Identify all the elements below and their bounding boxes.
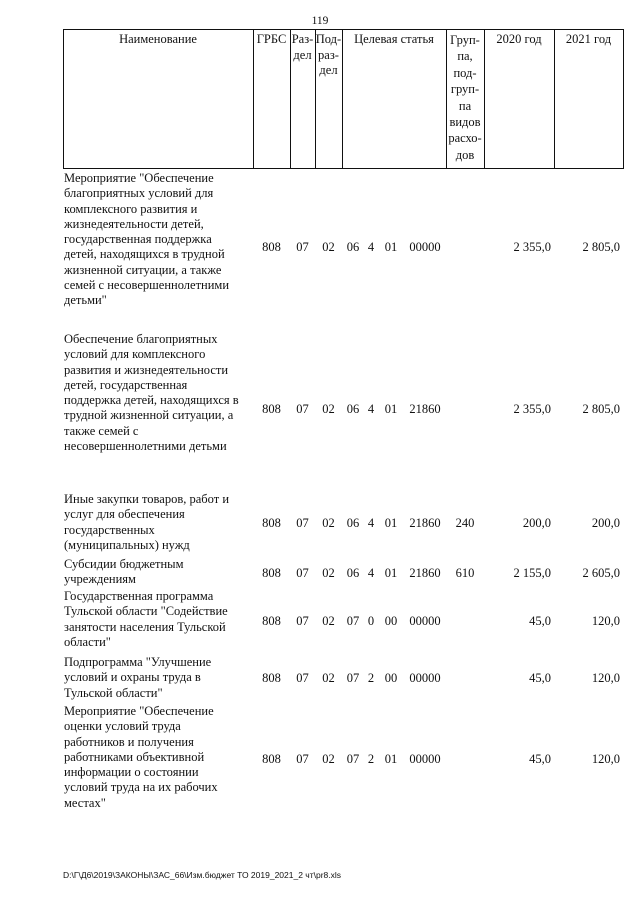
header-expense-group: Груп- па, под- груп- па видов расхо- дов bbox=[448, 33, 482, 162]
file-path-footer: D:\Г\Д6\2019\ЗАКОНЫ\ЗАС_66\Изм.бюджет ТО 2019_2021_2 чт\pr8.xls bbox=[63, 870, 342, 880]
cell-value-2020: 2 155,0 bbox=[513, 566, 551, 580]
cell-grbs: 808 bbox=[262, 240, 281, 254]
cell-value-2021: 120,0 bbox=[591, 671, 620, 685]
header-grbs: ГРБС bbox=[256, 32, 287, 46]
cell-grbs: 808 bbox=[262, 402, 281, 416]
header-top-border bbox=[63, 29, 623, 30]
cell-grbs: 808 bbox=[262, 614, 281, 628]
cell-target-4: 21860 bbox=[409, 402, 441, 416]
row-name: Подпрограмма "Улучшение условий и охраны труда в Тульской области" bbox=[64, 655, 212, 700]
header-divider bbox=[623, 29, 624, 169]
header-divider bbox=[253, 29, 254, 169]
row-name: Мероприятие "Обеспечение благоприятных условий для комплексного развития и жизнедеятельности детей, государственная поддержка детей, находящихся в трудной жизненной ситуации, а также семей с несовершеннолетними детьми" bbox=[64, 171, 230, 308]
cell-target-1: 07 bbox=[346, 671, 360, 685]
cell-target-2: 2 bbox=[367, 671, 375, 685]
header-divider bbox=[554, 29, 555, 169]
cell-target-4: 21860 bbox=[409, 566, 441, 580]
cell-target-3: 00 bbox=[384, 671, 398, 685]
cell-target-4: 00000 bbox=[409, 614, 441, 628]
header-target-article: Целевая статья bbox=[354, 32, 434, 46]
header-divider bbox=[342, 29, 343, 169]
cell-razdel: 07 bbox=[296, 566, 309, 580]
cell-podrazdel: 02 bbox=[322, 671, 335, 685]
cell-value-2021: 2 605,0 bbox=[582, 566, 620, 580]
cell-target-2: 4 bbox=[367, 516, 375, 530]
cell-expense-group: 610 bbox=[455, 566, 475, 580]
cell-value-2020: 45,0 bbox=[529, 671, 551, 685]
cell-value-2020: 45,0 bbox=[529, 614, 551, 628]
cell-target-3: 01 bbox=[384, 566, 398, 580]
cell-razdel: 07 bbox=[296, 402, 309, 416]
cell-target-4: 00000 bbox=[409, 671, 441, 685]
cell-grbs: 808 bbox=[262, 566, 281, 580]
cell-podrazdel: 02 bbox=[322, 614, 335, 628]
page-number: 119 bbox=[311, 15, 329, 27]
cell-target-1: 06 bbox=[346, 566, 360, 580]
cell-target-2: 4 bbox=[367, 566, 375, 580]
cell-value-2021: 200,0 bbox=[591, 516, 620, 530]
row-name: Мероприятие "Обеспечение оценки условий труда работников и получения работниками объективной информации о состоянии условий труда на их рабочих местах" bbox=[64, 704, 218, 810]
cell-target-1: 07 bbox=[346, 752, 360, 766]
cell-target-3: 01 bbox=[384, 240, 398, 254]
row-name: Субсидии бюджетным учреждениям bbox=[64, 557, 184, 587]
cell-target-2: 4 bbox=[367, 402, 375, 416]
cell-value-2020: 2 355,0 bbox=[513, 402, 551, 416]
cell-podrazdel: 02 bbox=[322, 516, 335, 530]
cell-target-3: 01 bbox=[384, 516, 398, 530]
header-divider bbox=[484, 29, 485, 169]
cell-target-3: 00 bbox=[384, 614, 398, 628]
cell-razdel: 07 bbox=[296, 614, 309, 628]
header-name: Наименование bbox=[119, 32, 197, 46]
cell-podrazdel: 02 bbox=[322, 752, 335, 766]
cell-grbs: 808 bbox=[262, 752, 281, 766]
cell-target-2: 4 bbox=[367, 240, 375, 254]
cell-grbs: 808 bbox=[262, 671, 281, 685]
cell-target-1: 06 bbox=[346, 402, 360, 416]
header-bottom-border bbox=[63, 168, 623, 169]
cell-value-2021: 120,0 bbox=[591, 752, 620, 766]
cell-podrazdel: 02 bbox=[322, 402, 335, 416]
cell-expense-group: 240 bbox=[455, 516, 475, 530]
cell-target-4: 00000 bbox=[409, 240, 441, 254]
cell-target-4: 21860 bbox=[409, 516, 441, 530]
cell-target-2: 0 bbox=[367, 614, 375, 628]
cell-target-2: 2 bbox=[367, 752, 375, 766]
cell-grbs: 808 bbox=[262, 516, 281, 530]
cell-razdel: 07 bbox=[296, 752, 309, 766]
cell-target-1: 06 bbox=[346, 240, 360, 254]
cell-razdel: 07 bbox=[296, 240, 309, 254]
cell-value-2020: 200,0 bbox=[522, 516, 551, 530]
cell-target-1: 07 bbox=[346, 614, 360, 628]
cell-value-2021: 2 805,0 bbox=[582, 402, 620, 416]
cell-target-4: 00000 bbox=[409, 752, 441, 766]
cell-value-2020: 2 355,0 bbox=[513, 240, 551, 254]
cell-value-2021: 2 805,0 bbox=[582, 240, 620, 254]
cell-podrazdel: 02 bbox=[322, 566, 335, 580]
header-razdel: Раз- дел bbox=[291, 32, 314, 62]
cell-value-2021: 120,0 bbox=[591, 614, 620, 628]
cell-razdel: 07 bbox=[296, 671, 309, 685]
header-podrazdel: Под- раз- дел bbox=[315, 32, 342, 77]
row-name: Иные закупки товаров, работ и услуг для обеспечения государственных (муниципальных) нужд bbox=[64, 492, 230, 552]
row-name: Обеспечение благоприятных условий для комплексного развития и жизнедеятельности детей, государственная поддержка детей, находящихся в трудной жизненной ситуации, а также семей с несовершеннолетними детьми bbox=[64, 332, 239, 454]
cell-podrazdel: 02 bbox=[322, 240, 335, 254]
header-year-2021: 2021 год bbox=[565, 32, 612, 46]
header-divider bbox=[63, 29, 64, 169]
header-year-2020: 2020 год bbox=[496, 32, 542, 46]
cell-value-2020: 45,0 bbox=[529, 752, 551, 766]
cell-target-3: 01 bbox=[384, 402, 398, 416]
cell-target-3: 01 bbox=[384, 752, 398, 766]
row-name: Государственная программа Тульской области "Содействие занятости населения Тульской области" bbox=[64, 589, 228, 649]
cell-razdel: 07 bbox=[296, 516, 309, 530]
cell-target-1: 06 bbox=[346, 516, 360, 530]
